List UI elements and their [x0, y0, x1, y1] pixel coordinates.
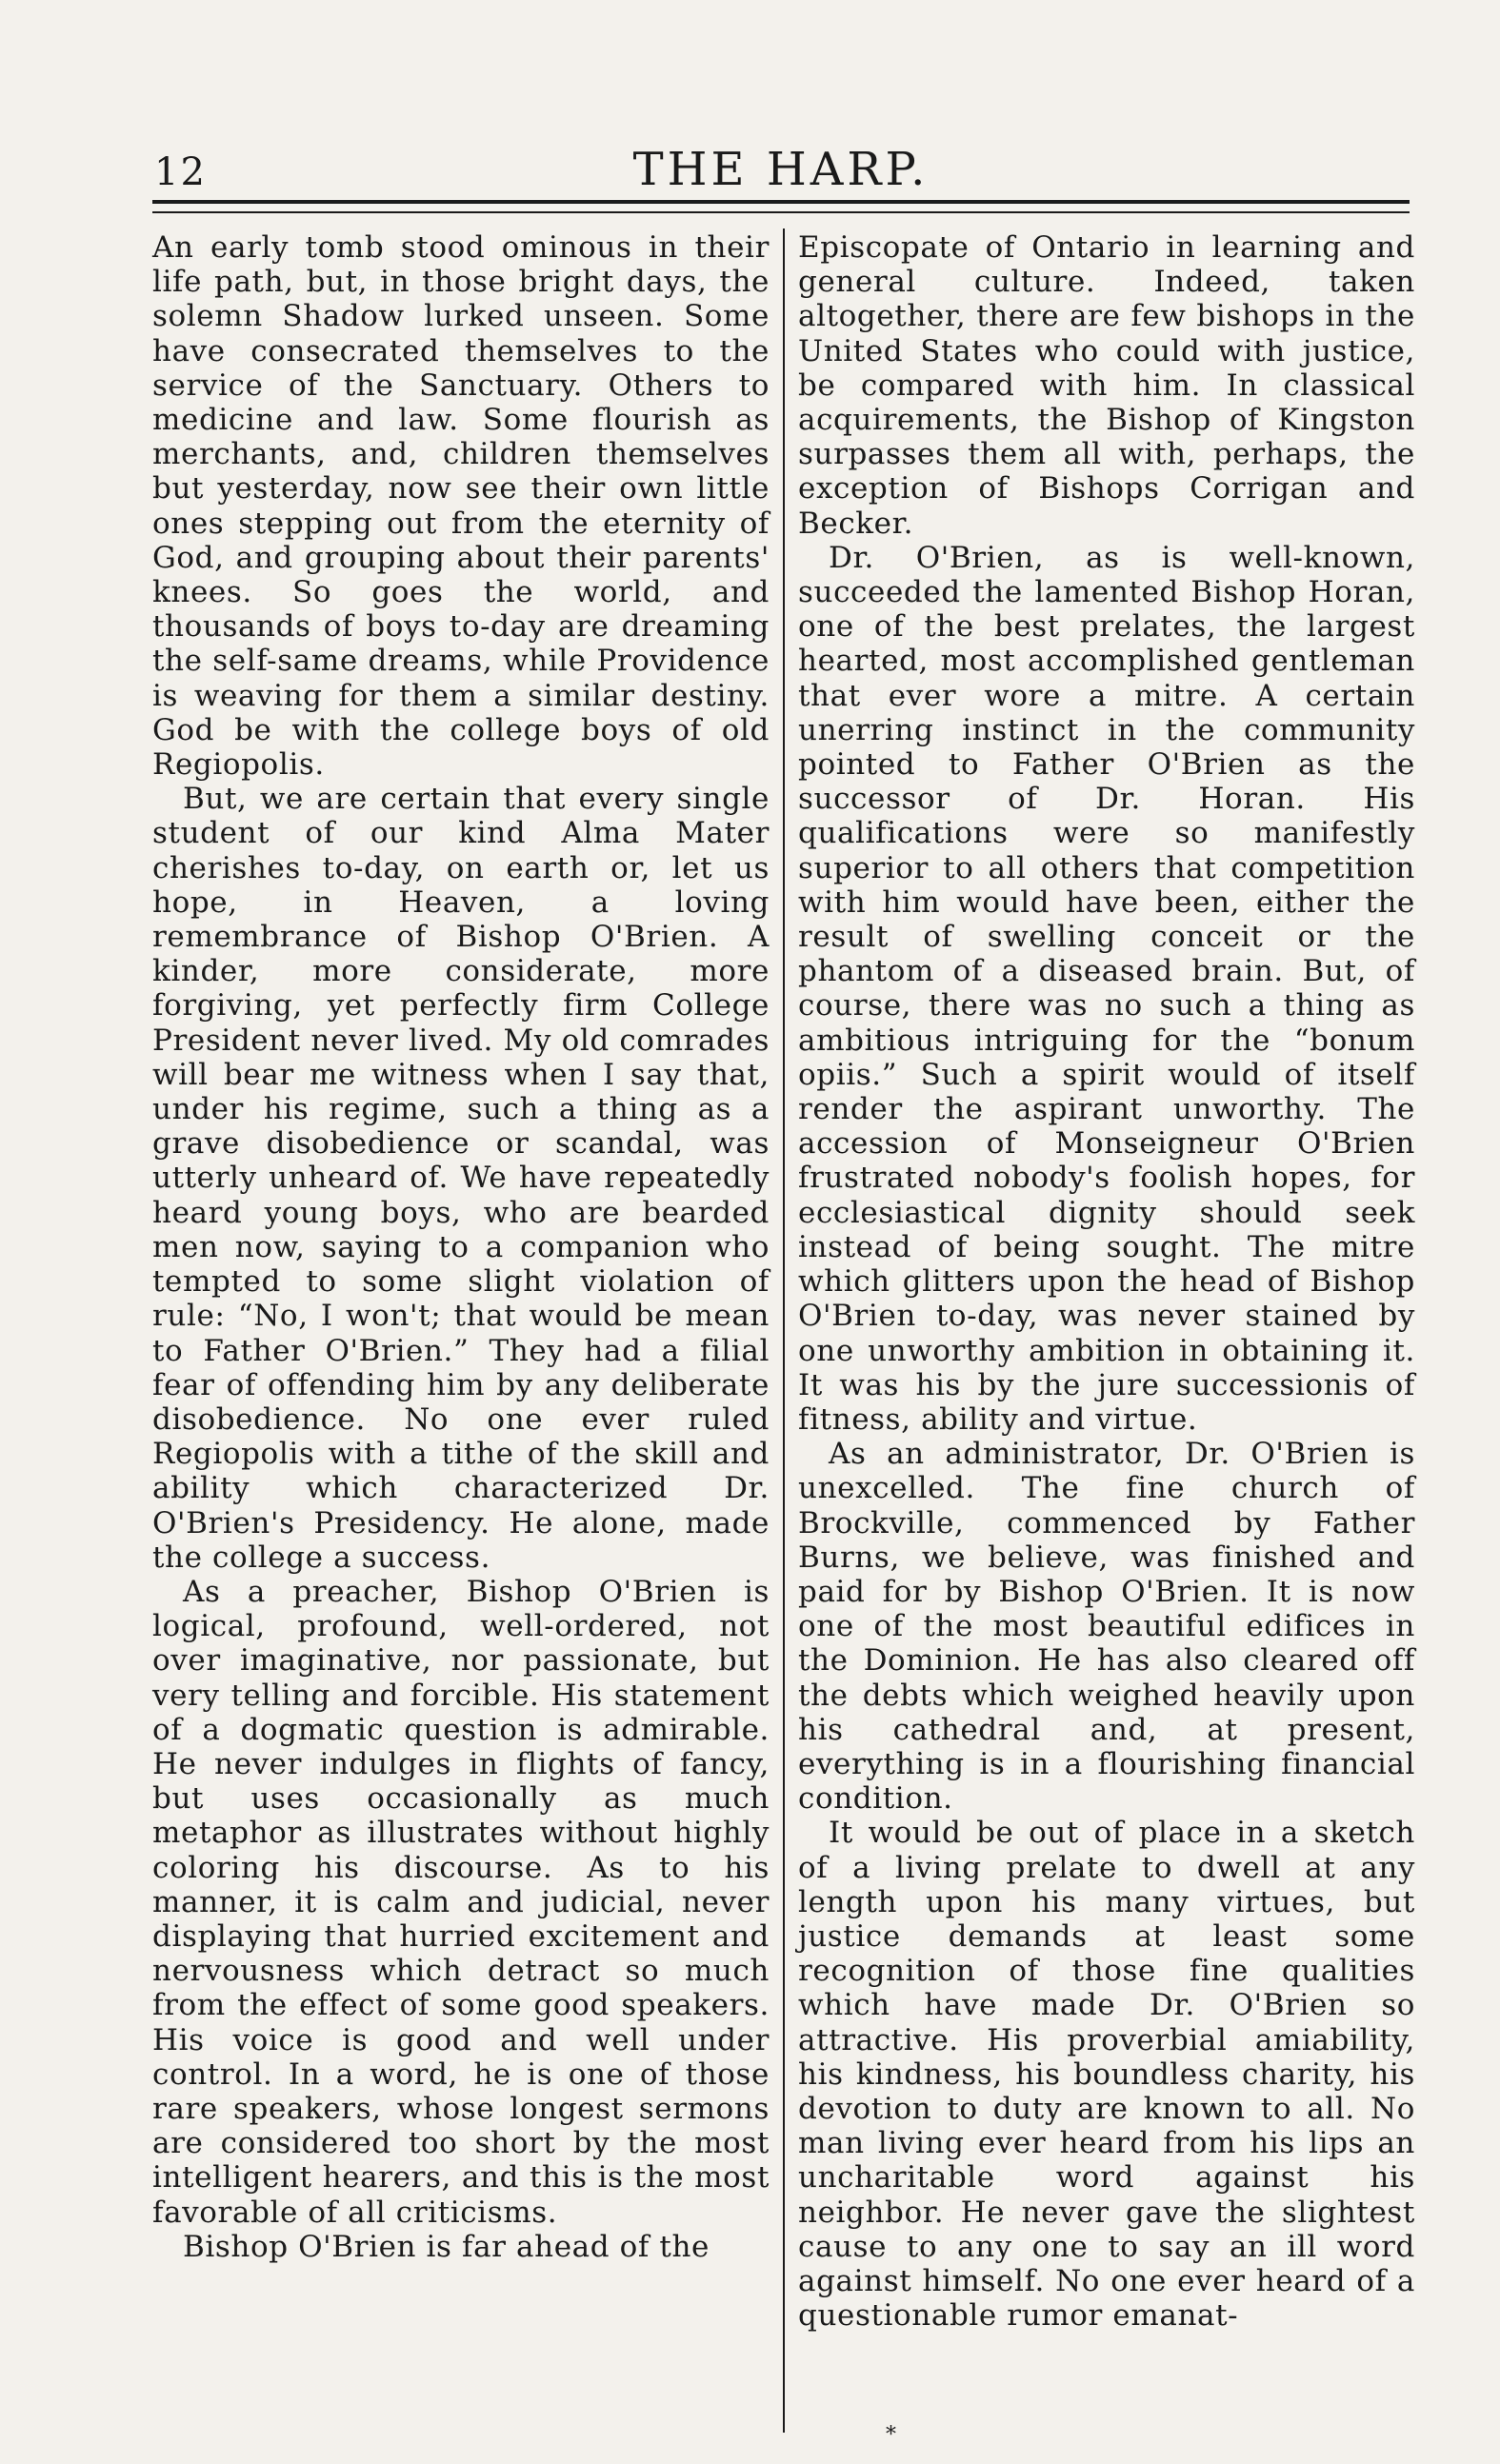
left-paragraph-3: As a preacher, Bishop O'Brien is logical, profound, well-ordered, not over imaginative, nor passionate, but very telling and forcible. His statement of a dogmatic question is admirable. He never indulges in flights of fancy, but uses occasionally as much metaphor as illustrates without highly coloring his discourse. As to his manner, it is calm and judicial, never displaying that hurried excitement and nervousness which detract so much from the effect of some good speakers. His voice is good and well under control. In a word, he is one of those rare speakers, whose longest sermons are considered too short by the most intelligent hearers, and this is the most favorable of all criticisms.: [152, 1574, 770, 2230]
page-header: [152, 143, 1410, 200]
left-paragraph-4: Bishop O'Brien is far ahead of the: [183, 2229, 710, 2264]
right-paragraph-3: As an administrator, Dr. O'Brien is unexcelled. The fine church of Brockville, commenced by Father Burns, we believe, was finished and paid for by Bishop O'Brien. It is now one of the most beautiful edifices in the Dominion. He has also cleared off the debts which weighed heavily upon his cathedral and, at present, everything is in a flourishing financial condition.: [798, 1437, 1415, 1817]
header-rule-thin: [152, 211, 1410, 213]
footer-mark: *: [886, 2423, 896, 2447]
column-divider: [783, 229, 785, 2433]
left-paragraph-1: An early tomb stood ominous in their life path, but, in those bright days, the solemn Shadow lurked unseen. Some have consecrated themselves to the service of the Sanctuary. Others to medicine and law. Some flourish as merchants, and, children themselves but yesterday, now see their own little ones stepping out from the eternity of God, and grouping about their parents' knees. So goes the world, and thousands of boys to-day are dreaming the self-same dreams, while Providence is weaving for them a similar destiny. God be with the college boys of old Regiopolis.: [152, 230, 770, 783]
right-column: [798, 230, 1415, 2333]
right-paragraph-1: Episcopate of Ontario in learning and general culture. Indeed, taken altogether, there are few bishops in the United States who could with justice, be compared with him. In classical acquirements, the Bishop of Kingston surpasses them all with, perhaps, the exception of Bishops Corrigan and Becker.: [798, 230, 1415, 541]
header-rule-thick: [152, 200, 1410, 204]
left-column: [152, 230, 770, 2264]
journal-title: THE HARP.: [632, 143, 930, 196]
right-paragraph-4: It would be out of place in a sketch of a living prelate to dwell at any length upon his many virtues, but justice demands at least some recognition of those fine qualities which have made Dr. O'Brien so attractive. His proverbial amiability, his kindness, his boundless charity, his devotion to duty are known to all. No man living ever heard from his lips an uncharitable word against his neighbor. He never gave the slightest cause to any one to say an ill word against himself. No one ever heard of a questionable rumor emanat-: [798, 1816, 1415, 2334]
right-paragraph-2: Dr. O'Brien, as is well-known, succeeded the lamented Bishop Horan, one of the best prelates, the largest hearted, most accomplished gentleman that ever wore a mitre. A certain unerring instinct in the community pointed to Father O'Brien as the successor of Dr. Horan. His qualifications were so manifestly superior to all others that competition with him would have been, either the result of swelling conceit or the phantom of a diseased brain. But, of course, there was no such a thing as ambitious intriguing for the “bonum opiis.” Such a spirit would of itself render the aspirant unworthy. The accession of Monseigneur O'Brien frustrated nobody's foolish hopes, for ecclesiastical dignity should seek instead of being sought. The mitre which glitters upon the head of Bishop O'Brien to-day, was never stained by one unworthy ambition in obtaining it. It was his by the jure successionis of fitness, ability and virtue.: [798, 540, 1415, 1437]
left-paragraph-2: But, we are certain that every single student of our kind Alma Mater cherishes to-day, on earth or, let us hope, in Heaven, a loving remembrance of Bishop O'Brien. A kinder, more considerate, more forgiving, yet perfectly firm College President never lived. My old comrades will bear me witness when I say that, under his regime, such a thing as a grave disobedience or scandal, was utterly unheard of. We have repeatedly heard young boys, who are bearded men now, saying to a companion who tempted to some slight violation of rule: “No, I won't; that would be mean to Father O'Brien.” They had a filial fear of offending him by any deliberate disobedience. No one ever ruled Regiopolis with a tithe of the skill and ability which characterized Dr. O'Brien's Presidency. He alone, made the college a success.: [152, 782, 770, 1575]
page-number: 12: [154, 150, 207, 194]
